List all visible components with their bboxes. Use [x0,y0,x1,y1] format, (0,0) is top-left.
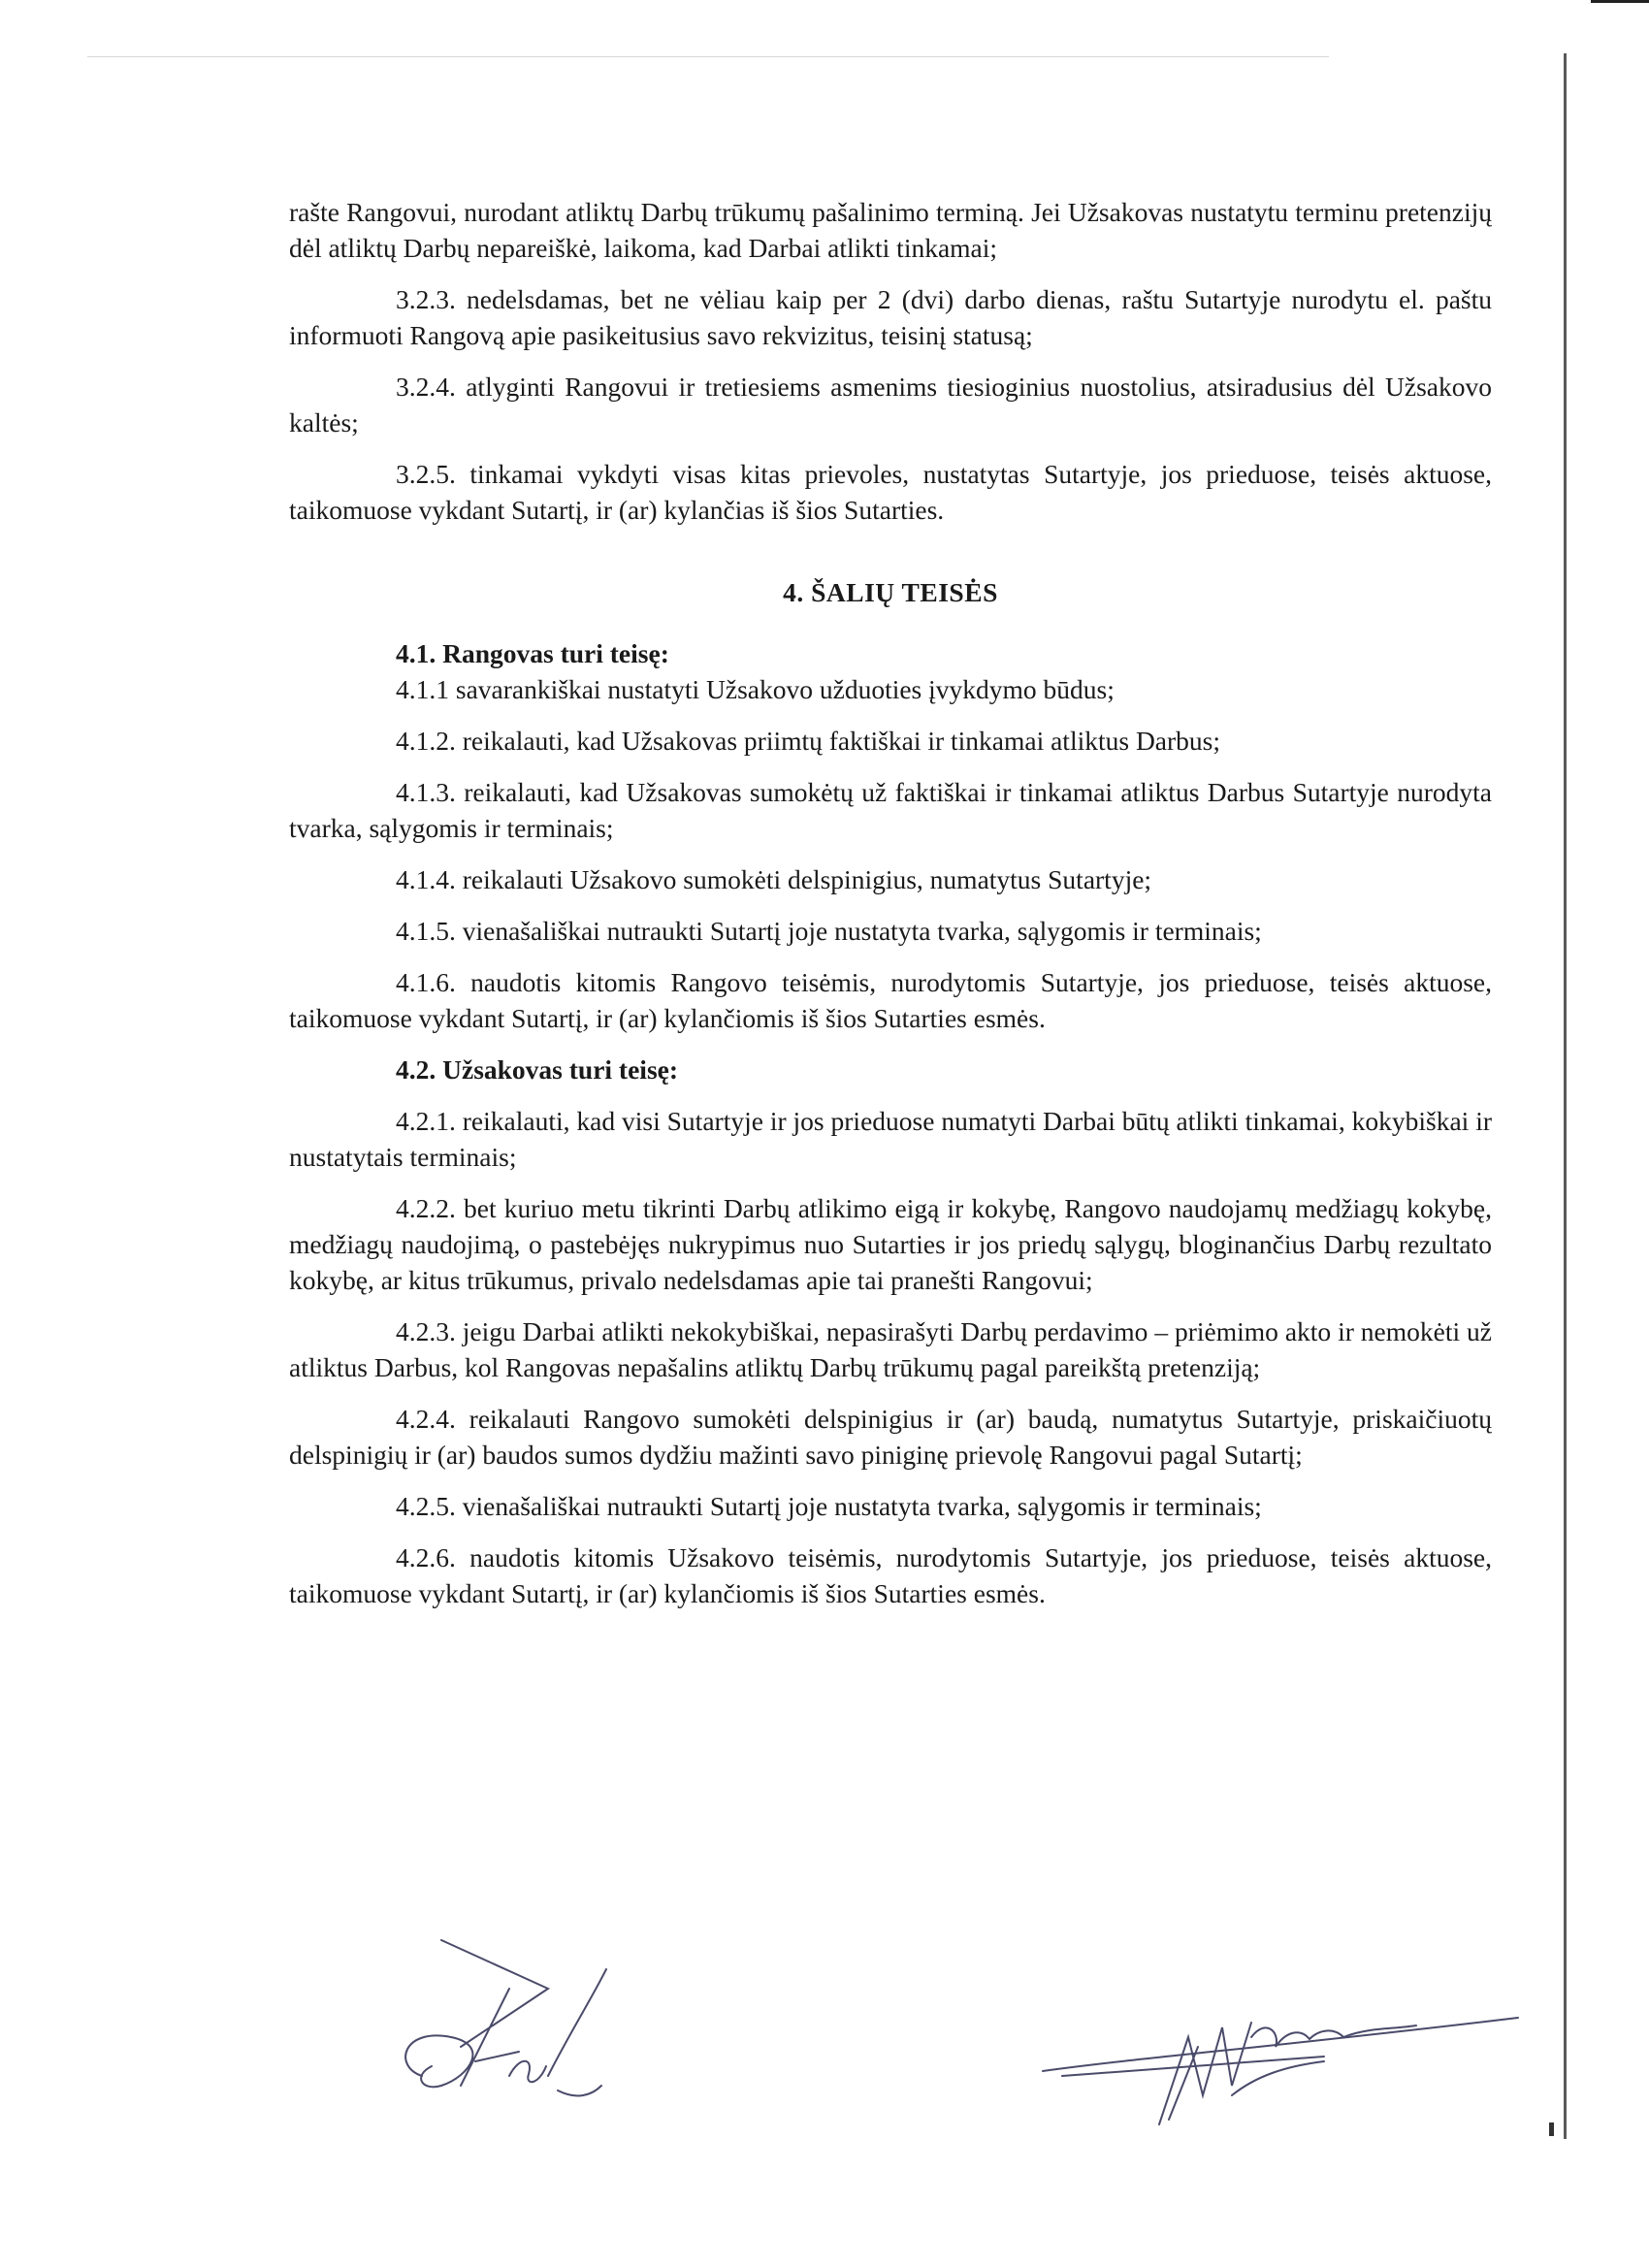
item-4-2-1: 4.2.1. reikalauti, kad visi Sutartyje ir jos prieduose numatyti Darbai būtų atlikti tinkamai, kokybiškai ir nustatytais terminais; [289,1106,1492,1172]
item-4-2-4: 4.2.4. reikalauti Rangovo sumokėti delspinigius ir (ar) baudą, numatytus Sutartyje, priskaičiuotų delspinigių ir (ar) baudos sumos dydžiu mažinti savo piniginę prievolę Rangovui pagal Sutartį; [289,1404,1492,1470]
subsection-4-1-title: 4.1. Rangovas turi teisę: [396,638,669,668]
item-4-2-5: 4.2.5. vienašališkai nutraukti Sutartį joje nustatyta tvarka, sąlygomis ir terminais; [396,1491,1262,1521]
document-page [289,194,1492,1627]
item-4-2-6: 4.2.6. naudotis kitomis Užsakovo teisėmis, nurodytomis Sutartyje, jos prieduose, teisės aktuose, taikomuose vykdant Sutartį, ir (ar) kylančiomis iš šios Sutarties esmės. [289,1542,1492,1608]
scan-border-top [87,56,1329,57]
section-heading: 4. ŠALIŲ TEISĖS [783,577,998,607]
paragraph-3-2-4: 3.2.4. atlyginti Rangovui ir tretiesiems asmenims tiesioginius nuostolius, atsiradusius dėl Užsakovo kaltės; [289,372,1492,437]
item-4-1-3: 4.1.3. reikalauti, kad Užsakovas sumokėtų už faktiškai ir tinkamai atliktus Darbus Sutartyje nurodyta tvarka, sąlygomis ir terminais; [289,777,1492,843]
scan-border-right [1564,53,1567,2139]
item-4-1-6: 4.1.6. naudotis kitomis Rangovo teisėmis, nurodytomis Sutartyje, jos prieduose, teisės aktuose, taikomuose vykdant Sutartį, ir (ar) kylančiomis iš šios Sutarties esmės. [289,967,1492,1033]
scan-artifact [1549,2122,1554,2136]
item-4-1-5: 4.1.5. vienašališkai nutraukti Sutartį joje nustatyta tvarka, sąlygomis ir terminais; [396,916,1262,946]
item-4-1-2: 4.1.2. reikalauti, kad Užsakovas priimtų faktiškai ir tinkamai atliktus Darbus; [396,726,1221,756]
paragraph-3-2-3: 3.2.3. nedelsdamas, bet ne vėliau kaip per 2 (dvi) darbo dienas, raštu Sutartyje nurodytu el. paštu informuoti Rangovą apie pasikeitusius savo rekvizitus, teisinį statusą; [289,284,1492,350]
left-signature-icon [383,1930,645,2105]
item-4-2-3: 4.2.3. jeigu Darbai atlikti nekokybiškai, nepasirašyti Darbų perdavimo – priėmimo akto ir nemokėti už atliktus Darbus, kol Rangovas nepašalins atliktų Darbų trūkumų pagal pareikštą pretenziją; [289,1316,1492,1382]
scan-corner-mark [1591,0,1649,3]
subsection-4-2-title: 4.2. Užsakovas turi teisę: [396,1054,679,1085]
item-4-1-4: 4.1.4. reikalauti Užsakovo sumokėti delspinigius, numatytus Sutartyje; [396,864,1152,894]
paragraph-3-2-5: 3.2.5. tinkamai vykdyti visas kitas prievoles, nustatytas Sutartyje, jos prieduose, teisės aktuose, taikomuose vykdant Sutartį, ir (ar) kylančias iš šios Sutarties. [289,459,1492,525]
item-4-1-1: 4.1.1 savarankiškai nustatyti Užsakovo užduoties įvykdymo būdus; [396,674,1115,704]
right-signature-icon [1033,1979,1537,2134]
paragraph-3-2-2-continuation: rašte Rangovui, nurodant atliktų Darbų trūkumų pašalinimo terminą. Jei Užsakovas nustatytu terminu pretenzijų dėl atliktų Darbų nepareiškė, laikoma, kad Darbai atlikti tinkamai; [289,197,1492,263]
item-4-2-2: 4.2.2. bet kuriuo metu tikrinti Darbų atlikimo eigą ir kokybę, Rangovo naudojamų medžiagų kokybę, medžiagų naudojimą, o pastebėjęs nukrypimus nuo Sutarties ir jos priedų sąlygų, bloginančius Darbų rezultato kokybę, ar kitus trūkumus, privalo nedelsdamas apie tai pranešti Rangovui; [289,1193,1492,1295]
